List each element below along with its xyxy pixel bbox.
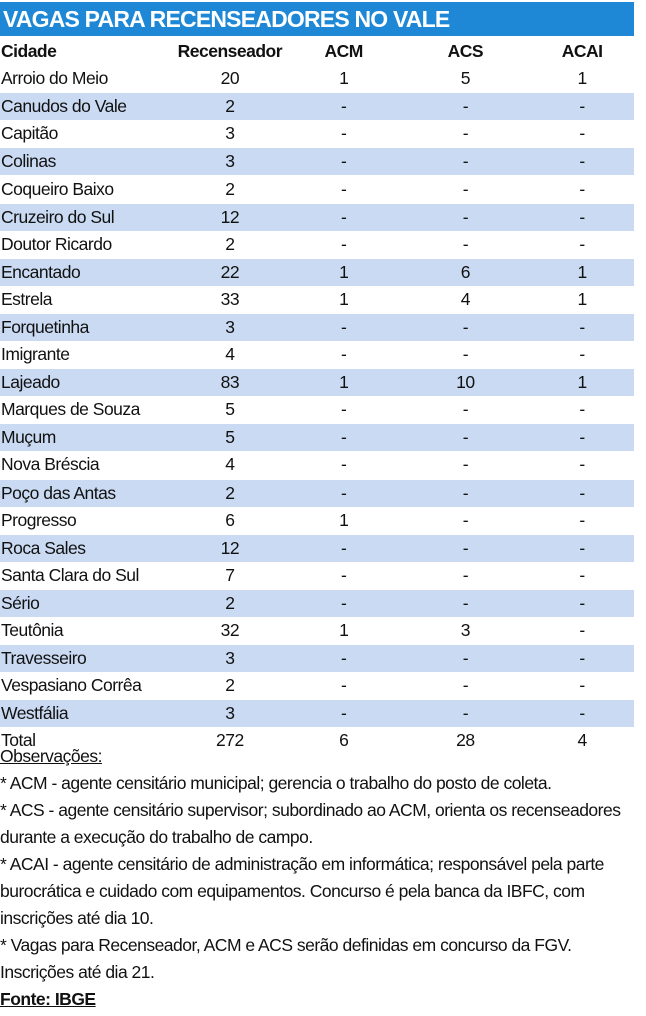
cell-acm: - — [341, 233, 347, 254]
cell-city: Teutônia — [1, 620, 64, 641]
table-row — [0, 258, 634, 286]
table-row — [0, 203, 634, 231]
column-header-acm: ACM — [324, 41, 363, 62]
cell-acs: - — [462, 123, 469, 144]
cell-acai: 1 — [577, 288, 587, 309]
table-row — [0, 534, 634, 562]
cell-acai: - — [530, 589, 634, 617]
source-credit: Fonte: IBGE — [0, 989, 96, 1009]
table-row — [0, 120, 634, 148]
cell-acm: - — [341, 123, 347, 144]
table-row — [0, 451, 634, 479]
cell-acm: - — [287, 645, 401, 673]
cell-city: Marques de Souza — [1, 399, 140, 420]
cell-city: Lajeado — [0, 369, 173, 397]
cell-acm: - — [287, 148, 401, 176]
cell-acs: - — [401, 479, 531, 507]
cell-city: Coqueiro Baixo — [1, 178, 114, 199]
cell-acs: - — [462, 178, 469, 199]
cell-acs: - — [462, 454, 469, 475]
page-title: VAGAS PARA RECENSEADORES NO VALE — [0, 2, 634, 36]
cell-acs: - — [462, 675, 469, 696]
cell-recenseador: 12 — [173, 534, 287, 562]
cell-acs: - — [401, 313, 531, 341]
table-row — [0, 341, 634, 369]
table-row — [0, 369, 634, 397]
total-acm: 6 — [339, 730, 349, 751]
column-header-acai: ACAI — [561, 41, 603, 62]
table-row — [0, 617, 634, 645]
cell-acai: - — [579, 233, 585, 254]
cell-acai: 1 — [577, 68, 587, 89]
note-acai: * ACAI - agente censitário de administração em informática; responsável pela parte burocrática e cuidado com equipamentos. Concurso é pela banca da IBFC, com inscrições até dia 10. — [0, 854, 604, 928]
cell-acai: - — [530, 148, 634, 176]
cell-city: Canudos do Vale — [0, 93, 173, 121]
cell-acm: - — [287, 313, 401, 341]
cell-recenseador: 3 — [225, 123, 235, 144]
cell-city: Capitão — [1, 123, 58, 144]
cell-acai: - — [579, 564, 585, 585]
cell-acs: - — [462, 344, 469, 365]
cell-city: Imigrante — [1, 344, 70, 365]
total-recenseador: 272 — [216, 730, 244, 751]
cell-city: Poço das Antas — [0, 479, 173, 507]
cell-acm: - — [287, 534, 401, 562]
cell-city: Doutor Ricardo — [1, 233, 112, 254]
notes-heading: Observações: — [0, 746, 102, 766]
cell-acm: - — [341, 675, 347, 696]
cell-acai: - — [579, 123, 585, 144]
table-row — [0, 175, 634, 203]
cell-recenseador: 4 — [225, 454, 235, 475]
cell-city: Travesseiro — [0, 645, 173, 673]
cell-recenseador: 20 — [220, 68, 240, 89]
cell-recenseador: 22 — [173, 258, 287, 286]
table-row — [0, 672, 634, 700]
cell-recenseador: 33 — [220, 288, 240, 309]
table-row — [0, 396, 634, 424]
cell-recenseador: 5 — [173, 424, 287, 452]
cell-recenseador: 2 — [225, 233, 235, 254]
column-header-recenseador: Recenseador — [177, 41, 283, 62]
cell-acai: - — [579, 178, 585, 199]
cell-acai: - — [530, 700, 634, 728]
cell-acm: - — [341, 399, 347, 420]
note-acs: * ACS - agente censitário supervisor; subordinado ao ACM, orienta os recenseadores durante a execução do trabalho de campo. — [0, 800, 621, 847]
table-row — [0, 65, 634, 93]
cell-acm: - — [287, 203, 401, 231]
cell-recenseador: 6 — [225, 509, 235, 530]
column-header-city: Cidade — [1, 41, 57, 62]
cell-recenseador: 4 — [225, 344, 235, 365]
cell-acm: - — [341, 178, 347, 199]
cell-city: Roca Sales — [0, 534, 173, 562]
cell-acs: 10 — [401, 369, 531, 397]
table-row — [0, 93, 634, 121]
cell-acs: - — [462, 233, 469, 254]
cell-recenseador: 3 — [173, 645, 287, 673]
cell-recenseador: 2 — [225, 675, 235, 696]
cell-acai: 1 — [530, 369, 634, 397]
cell-acai: - — [579, 675, 585, 696]
cell-city: Sério — [0, 589, 173, 617]
cell-acs: - — [462, 399, 469, 420]
cell-acs: - — [401, 645, 531, 673]
cell-recenseador: 2 — [173, 589, 287, 617]
table-row — [0, 645, 634, 673]
cell-city: Progresso — [1, 509, 77, 530]
cell-recenseador: 12 — [173, 203, 287, 231]
cell-city: Muçum — [0, 424, 173, 452]
total-acai: 4 — [577, 730, 587, 751]
total-acs: 28 — [456, 730, 475, 751]
cell-city: Colinas — [0, 148, 173, 176]
cell-acai: - — [579, 509, 585, 530]
cell-city: Santa Clara do Sul — [1, 564, 139, 585]
table-row — [0, 286, 634, 314]
cell-recenseador: 5 — [225, 399, 235, 420]
cell-city: Estrela — [1, 288, 52, 309]
cell-acs: 3 — [460, 620, 470, 641]
notes-section — [0, 743, 640, 1013]
cell-acs: - — [462, 509, 469, 530]
column-header-acs: ACS — [447, 41, 484, 62]
cell-acs: - — [401, 534, 531, 562]
cell-city: Westfália — [0, 700, 173, 728]
table-body — [0, 65, 634, 727]
cell-acm: - — [287, 589, 401, 617]
cell-acm: - — [287, 479, 401, 507]
table-row — [0, 700, 634, 728]
cell-recenseador: 2 — [225, 178, 235, 199]
cell-recenseador: 3 — [173, 313, 287, 341]
note-fgv: * Vagas para Recenseador, ACM e ACS serão definidas em concurso da FGV. Inscrições até dia 21. — [0, 935, 572, 982]
table-row — [0, 479, 634, 507]
cell-acm: - — [287, 424, 401, 452]
cell-acai: 1 — [530, 258, 634, 286]
cell-acs: 6 — [401, 258, 531, 286]
cell-acm: - — [341, 344, 347, 365]
table-row — [0, 507, 634, 535]
cell-acs: - — [401, 148, 531, 176]
cell-acai: - — [530, 313, 634, 341]
cell-acai: - — [579, 454, 585, 475]
cell-acs: 5 — [460, 68, 470, 89]
cell-acm: - — [287, 700, 401, 728]
table-row — [0, 589, 634, 617]
note-acm: * ACM - agente censitário municipal; gerencia o trabalho do posto de coleta. — [0, 773, 552, 793]
cell-acm: 1 — [339, 68, 349, 89]
cell-acai: - — [530, 93, 634, 121]
cell-recenseador: 32 — [220, 620, 240, 641]
cell-acai: - — [530, 534, 634, 562]
cell-acai: - — [530, 424, 634, 452]
cell-acm: - — [341, 454, 347, 475]
cell-city: Vespasiano Corrêa — [1, 675, 142, 696]
total-label: Total — [1, 730, 36, 751]
cell-acm: - — [341, 564, 347, 585]
cell-recenseador: 2 — [173, 479, 287, 507]
cell-recenseador: 2 — [173, 93, 287, 121]
cell-acai: - — [530, 645, 634, 673]
table-header-row — [0, 38, 634, 65]
table-row — [0, 148, 634, 176]
cell-acai: - — [579, 344, 585, 365]
cell-recenseador: 3 — [173, 700, 287, 728]
vacancy-table — [0, 38, 634, 754]
cell-acai: - — [579, 620, 585, 641]
cell-acs: 4 — [460, 288, 470, 309]
table-row — [0, 313, 634, 341]
cell-acs: - — [462, 564, 469, 585]
cell-acs: - — [401, 589, 531, 617]
table-row — [0, 562, 634, 590]
cell-acm: 1 — [287, 258, 401, 286]
cell-acm: 1 — [339, 620, 349, 641]
cell-acai: - — [530, 203, 634, 231]
table-row — [0, 424, 634, 452]
cell-acs: - — [401, 700, 531, 728]
cell-acm: 1 — [287, 369, 401, 397]
cell-city: Nova Bréscia — [1, 454, 100, 475]
cell-city: Cruzeiro do Sul — [0, 203, 173, 231]
cell-acai: - — [579, 399, 585, 420]
cell-acs: - — [401, 203, 531, 231]
cell-recenseador: 83 — [173, 369, 287, 397]
cell-acm: 1 — [339, 509, 349, 530]
table-row — [0, 231, 634, 259]
cell-city: Arroio do Meio — [1, 68, 108, 89]
cell-acs: - — [401, 424, 531, 452]
cell-acm: 1 — [339, 288, 349, 309]
cell-recenseador: 3 — [173, 148, 287, 176]
cell-city: Forquetinha — [0, 313, 173, 341]
cell-acs: - — [401, 93, 531, 121]
cell-city: Encantado — [0, 258, 173, 286]
cell-acai: - — [530, 479, 634, 507]
cell-acm: - — [287, 93, 401, 121]
cell-recenseador: 7 — [225, 564, 235, 585]
